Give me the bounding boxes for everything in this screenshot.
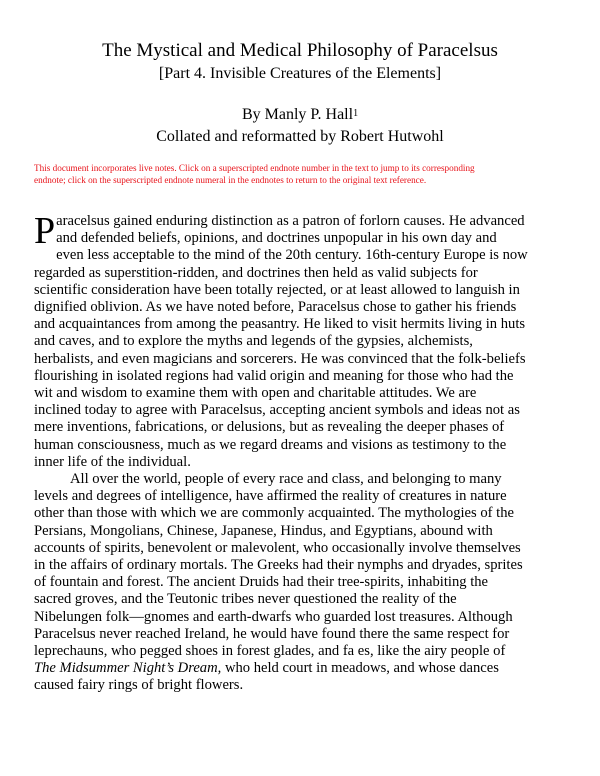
paragraph-1 [34, 210, 574, 471]
text-line: in the affairs of ordinary mortals. The Greeks had their nymphs and dryades, sprites [34, 557, 523, 574]
document-title: The Mystical and Medical Philosophy of Paracelsus [102, 40, 498, 61]
text-fragment: who held court in meadows, and whose dances [221, 660, 499, 677]
body-text [34, 210, 574, 695]
text-line: Persians, Mongolians, Chinese, Japanese, Hindus, and Egyptians, abound with [34, 522, 493, 539]
text-line: leprechauns, who pegged shoes in forest glades, and fa es, like the airy people of [34, 643, 506, 660]
italic-title: The Midsummer Night’s Dream, [34, 660, 222, 677]
text-line: Nibelungen folk—gnomes and earth-dwarfs who guarded lost treasures. Although [34, 608, 513, 625]
text-line: and acquaintances from among the peasantry. He liked to visit hermits living in huts [34, 316, 526, 333]
text-line [34, 660, 574, 677]
drop-cap: P [34, 210, 56, 252]
document-subtitle: [Part 4. Invisible Creatures of the Elements] [158, 65, 442, 82]
text-line: even less acceptable to the mind of the 20th century. 16th-century Europe is now [56, 247, 528, 264]
text-line: inclined today to agree with Paracelsus, accepting ancient symbols and ideas not as [34, 402, 520, 419]
collated-credit: Collated and reformatted by Robert Hutwohl [156, 128, 444, 145]
text-line: herbalists, and even magicians and sorcerers. He was convinced that the folk-beliefs [34, 350, 526, 367]
text-line: human consciousness, much as we regard dreams and visions as testimony to the [34, 436, 507, 453]
text-line: caused fairy rings of bright flowers. [34, 677, 244, 694]
text-line: regarded as superstition-ridden, and doctrines then held as valid subjects for [34, 264, 478, 281]
live-notes-notice [34, 162, 574, 186]
text-line: accounts of spirits, benevolent or malevolent, who occasionally involve themselves [34, 539, 521, 556]
text-line: mere inventions, fabrications, or delusions, but as revealing the deeper phases of [34, 419, 505, 436]
text-line: other than those with which we are commonly acquainted. The mythologies of the [34, 505, 514, 522]
text-line: of fountain and forest. The ancient Druids had their tree-spirits, inhabiting the [34, 574, 489, 591]
text-line: wit and wisdom to examine them with open and charitable attitudes. We are [34, 385, 477, 402]
text-line: All over the world, people of every race and class, and belonging to many [70, 471, 502, 488]
notice-line: endnote; click on the superscripted endnote numeral in the endnotes to return to the original text reference. [34, 175, 427, 185]
text-line: aracelsus gained enduring distinction as a patron of forlorn causes. He advanced [56, 213, 525, 229]
text-line: sacred groves, and the Teutonic tribes never questioned the reality of the [34, 591, 457, 608]
notice-line: This document incorporates live notes. Click on a superscripted endnote number in the text to jump to its corresponding [34, 163, 475, 173]
text-line: scientific consideration have been totally rejected, or at least allowed to languish in [34, 281, 520, 298]
endnote-link-1[interactable]: 1 [353, 108, 359, 119]
author-byline [0, 105, 600, 125]
text-line: and caves, and to explore the myths and legends of the gypsies, alchemists, [34, 333, 473, 350]
text-line: and defended beliefs, opinions, and doctrines unpopular in his own day and [56, 230, 497, 247]
author-name: By Manly P. Hall [241, 106, 354, 123]
paragraph-2 [34, 471, 574, 695]
text-line: dignified oblivion. As we have noted before, Paracelsus chose to gather his friends [34, 299, 517, 316]
text-line: inner life of the individual. [34, 453, 191, 470]
text-line: levels and degrees of intelligence, have affirmed the reality of creatures in nature [34, 488, 507, 505]
text-line: flourishing in isolated regions had valid origin and meaning for those who had the [34, 367, 514, 384]
text-line: Paracelsus never reached Ireland, he would have found there the same respect for [34, 625, 510, 642]
